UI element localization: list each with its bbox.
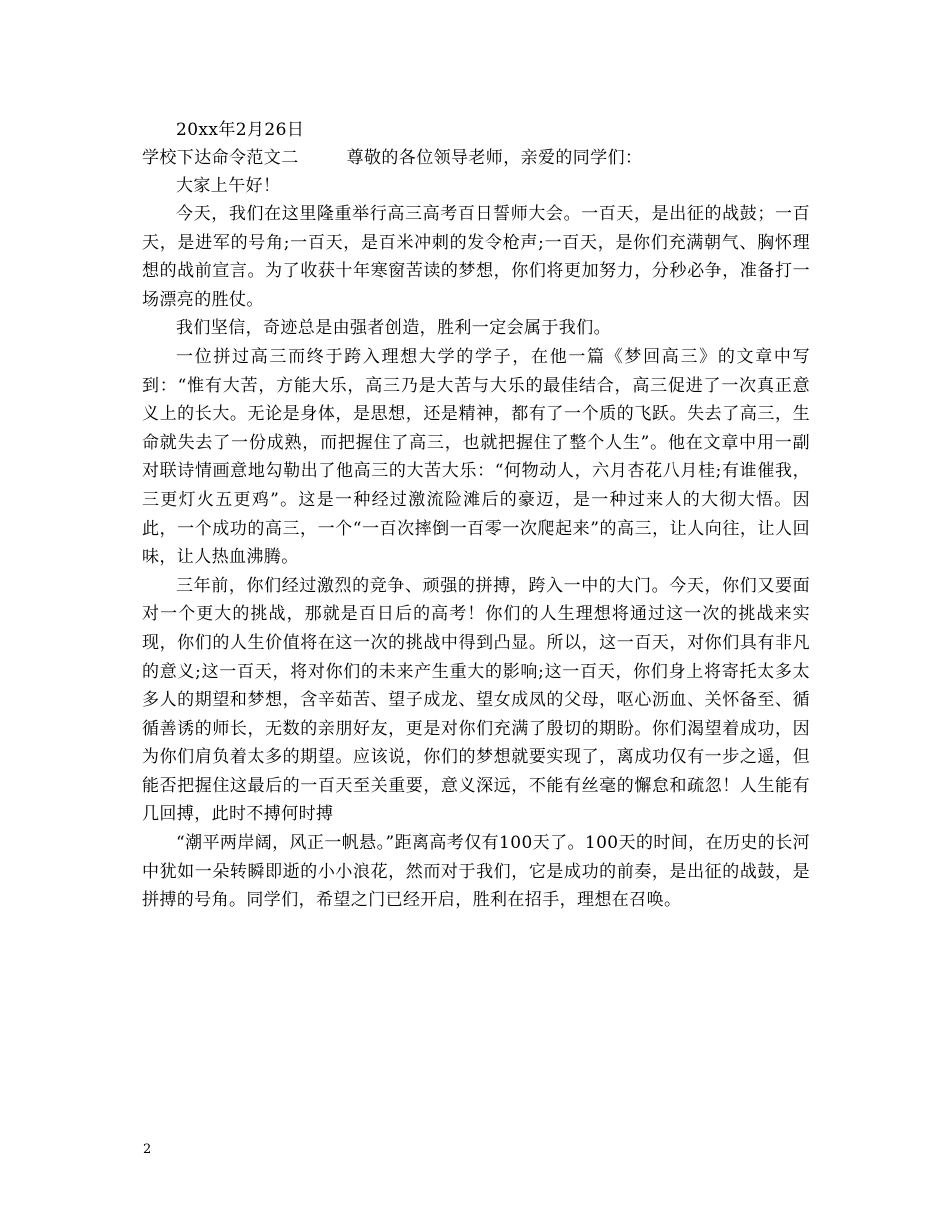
paragraph-4: 三年前，你们经过激烈的竞争、顽强的拼搏，跨入一中的大门。今天，你们又要面对一个更大的挑战，那就是百日后的高考！你们的人生理想将通过这一次的挑战来实现，你们的人生价值将在这一次的挑战中得到凸显。所以，这一百天，对你们具有非凡的意义;这一百天，将对你们的未来产生重大的影响;这一百天，你们身上将寄托太多太多人的期望和梦想，含辛茹苦、望子成龙、望女成凤的父母，呕心沥血、关怀备至、循循善诱的师长，无数的亲朋好友，更是对你们充满了殷切的期盼。你们渴望着成功，因为你们肩负着太多的期望。应该说，你们的梦想就要实现了，离成功仅有一步之遥，但能否把握住这最后的一百天至关重要，意义深远，不能有丝毫的懈怠和疏忽！人生能有几回搏，此时不搏何时搏 [142, 575, 810, 825]
page-number: 2 [143, 1142, 152, 1157]
paragraph-2: 我们坚信，奇迹总是由强者创造，胜利一定会属于我们。 [176, 318, 611, 339]
document-body [142, 116, 810, 915]
document-title: 学校下达命令范文二 [142, 148, 299, 168]
title-row [142, 144, 810, 172]
salutation: 尊敬的各位领导老师，亲爱的同学们： [346, 148, 643, 168]
paragraph-3: 一位拼过高三而终于跨入理想大学的学子，在他一篇《梦回高三》的文章中写到：“惟有大苦，方能大乐，高三乃是大苦与大乐的最佳结合，高三促进了一次真正意义上的长大。无论是身体，是思想，还是精神，都有了一个质的飞跃。失去了高三，生命就失去了一份成熟，而把握住了高三，也就把握住了整个人生”。他在文章中用一副对联诗情画意地勾勒出了他高三的大苦大乐：“何物动人，六月杏花八月桂;有谁催我，三更灯火五更鸡”。这是一种经过激流险滩后的豪迈，是一种过来人的大彻大悟。因此，一个成功的高三，一个“一百次摔倒一百零一次爬起来”的高三，让人向往，让人回味，让人热血沸腾。 [142, 346, 810, 568]
document-date: 20xx年2月26日 [176, 120, 305, 140]
paragraph-5: “潮平两岸阔，风正一帆悬。”距离高考仅有100天了。100天的时间，在历史的长河中犹如一朵转瞬即逝的小小浪花，然而对于我们，它是成功的前奏，是出征的战鼓，是拼搏的号角。同学们，希望之门已经开启，胜利在招手，理想在召唤。 [142, 833, 810, 911]
paragraph-1: 今天，我们在这里隆重举行高三高考百日誓师大会。一百天，是出征的战鼓；一百天，是进军的号角;一百天，是百米冲刺的发令枪声;一百天，是你们充满朝气、胸怀理想的战前宣言。为了收获十年寒窗苦读的梦想，你们将更加努力，分秒必争，准备打一场漂亮的胜仗。 [142, 204, 810, 310]
greeting: 大家上午好！ [176, 176, 281, 196]
